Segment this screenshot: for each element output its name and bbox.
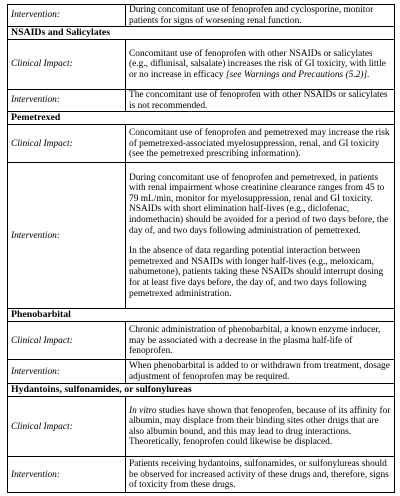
clinical-impact-body: studies have shown that fenoprofen, because of its affinity for albumin, may displace from their binding sites other drugs that are also albumin bound, and this may lead to drug interactions. Theoretically, fenoprofen could likewise be displaced.: [129, 405, 391, 448]
paragraph-gap: [129, 236, 391, 246]
clinical-impact-text: [126, 40, 395, 90]
section-heading-row: [8, 27, 395, 40]
table-row: [8, 360, 395, 384]
table-row: [8, 90, 395, 112]
intervention-text: The concomitant use of fenoprofen with other NSAIDs or salicylates is not recommended.: [126, 90, 395, 112]
table-row: [8, 163, 395, 309]
section-heading-row: [8, 112, 395, 125]
table-row: [8, 125, 395, 163]
row-label: Intervention:: [8, 90, 126, 112]
row-label: Intervention:: [8, 5, 126, 27]
row-label: Intervention:: [8, 457, 126, 493]
in-vitro-term: In vitro: [129, 405, 157, 416]
section-heading: NSAIDs and Salicylates: [8, 27, 395, 40]
intervention-paragraph: During concomitant use of fenoprofen and pemetrexed, in patients with renal impairment whose creatinine clearance ranges from 45 to 79 mL/min, monitor for myelosuppression, renal and GI toxicity.: [129, 172, 385, 204]
row-label: Clinical Impact:: [8, 125, 126, 163]
row-label: Intervention:: [8, 360, 126, 384]
clinical-impact-text: Concomitant use of fenoprofen and pemetrexed may increase the risk of pemetrexed-associated myelosuppression, renal, and GI toxicity (see the pemetrexed prescribing information).: [126, 125, 395, 163]
intervention-text: During concomitant use of fenoprofen and cyclosporine, monitor patients for signs of worsening renal function.: [126, 5, 395, 27]
table-row: [8, 457, 395, 493]
clinical-impact-text: [126, 397, 395, 457]
section-heading: Phenobarbital: [8, 309, 395, 322]
table-row: [8, 40, 395, 90]
table-row: [8, 322, 395, 360]
section-heading: Pemetrexed: [8, 112, 395, 125]
section-heading-row: [8, 384, 395, 397]
drug-interactions-table: [7, 4, 395, 493]
intervention-text: [126, 163, 395, 309]
row-label: Clinical Impact:: [8, 322, 126, 360]
table-row: [8, 5, 395, 27]
clinical-impact-reference: [see Warnings and Precautions (5.2)].: [225, 69, 370, 80]
intervention-paragraph: In the absence of data regarding potential interaction between pemetrexed and NSAIDs with longer half-lives (e.g., meloxicam, nabumetone), patients taking these NSAIDs should interrupt dosing for at least five days before, the day of, and two days following pemetrexed administration.: [129, 246, 384, 299]
clinical-impact-body: Concomitant use of fenoprofen with other NSAIDs or salicylates (e.g., diflunisal, salsalate) increases the risk of GI toxicity, with little or no increase in efficacy: [129, 48, 386, 80]
row-label: Clinical Impact:: [8, 40, 126, 90]
section-heading-row: [8, 309, 395, 322]
row-label: Clinical Impact:: [8, 397, 126, 457]
row-label: Intervention:: [8, 163, 126, 309]
intervention-text: When phenobarbital is added to or withdrawn from treatment, dosage adjustment of fenoprofen may be required.: [126, 360, 395, 384]
table-row: [8, 397, 395, 457]
intervention-paragraph: NSAIDs with short elimination half-lives (e.g., diclofenac, indomethacin) should be avoided for a period of two days before, the day of, and two days following administration of pemetrexed.: [129, 204, 389, 236]
intervention-text: Patients receiving hydantoins, sulfonamides, or sulfonylureas should be observed for increased activity of these drugs and, therefore, signs of toxicity from these drugs.: [126, 457, 395, 493]
clinical-impact-text: Chronic administration of phenobarbital, a known enzyme inducer, may be associated with a decrease in the plasma half-life of fenoprofen.: [126, 322, 395, 360]
section-heading: Hydantoins, sulfonamides, or sulfonylureas: [8, 384, 395, 397]
